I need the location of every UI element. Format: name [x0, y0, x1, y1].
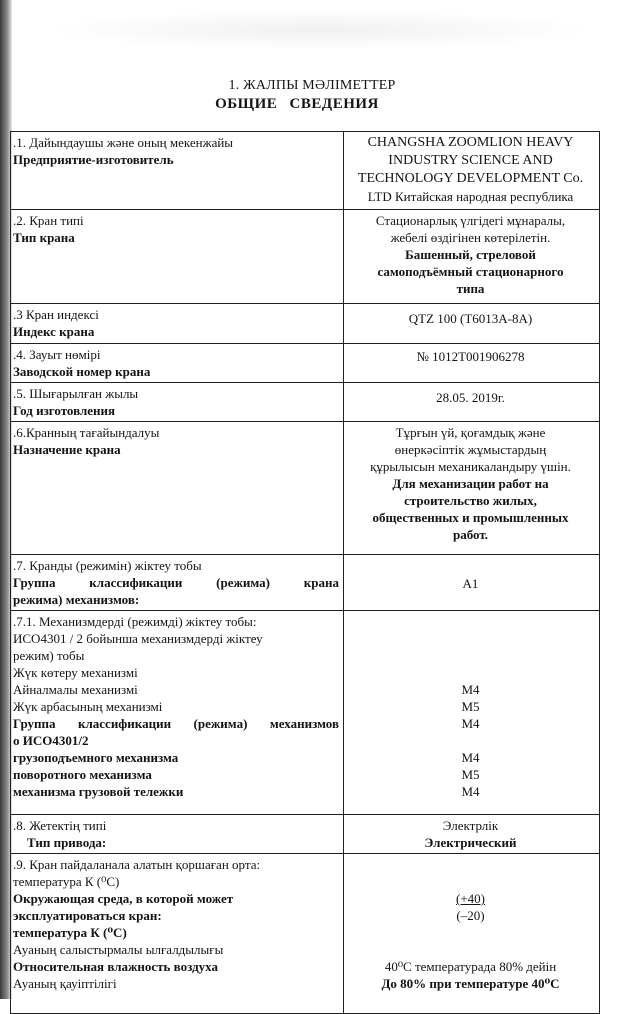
serial-number-value: № 1012T001906278	[344, 344, 600, 383]
table-row	[11, 132, 600, 210]
humidity-ru: До 80% при температуре 40⁰С	[381, 976, 560, 991]
temperature-max: (+40)	[456, 891, 485, 906]
classification-group-value: А1	[344, 555, 600, 611]
manufacturer-value: CHANGSHA ZOOMLION HEAVY INDUSTRY SCIENCE AND TECHNOLOGY DEVELOPMENT Co. LTD Китайская народная республика	[344, 132, 600, 210]
table-row	[11, 555, 600, 611]
purpose-value: Тұрғын үй, қоғамдық және өнеркәсіптік жұмыстардың құрылысын механикаландыру үшін. Для механизации работ на строительство жилых, общественных и промышленных работ.	[344, 422, 600, 555]
crane-index-value: QTZ 100 (T6013A-8A)	[344, 304, 600, 344]
manufacture-year-value: 28.05. 2019г.	[344, 383, 600, 422]
mechanisms-label: .7.1. Механизмдерді (режимді) жіктеу тобы: ИСО4301 / 2 бойынша механизмдерді жіктеу режим) тобы Жүк көтеру механизмі Айналмалы механизмі Жүк арбасының механизмі Группа классификации (режима) механизмов о ИСО4301/2 грузоподъемного механизма поворотного механизма механизма грузовой тележки	[11, 611, 344, 815]
table-row	[11, 383, 600, 422]
trolley-mode-kz: М4	[461, 716, 480, 731]
hoist-mode-ru: М4	[461, 750, 480, 765]
crane-type-value: Стационарлық үлгідегі мұнаралы, жебелі өздігінен көтерілетін. Башенный, стреловой самоподъёмный стационарного типа	[344, 210, 600, 304]
purpose-label: .6.Кранның тағайындалуы Назначение крана	[11, 422, 344, 555]
manufacture-year-label: .5. Шығарылған жылы Год изготовления	[11, 383, 344, 422]
humidity-kz: 40⁰С температурада 80% дейін	[384, 959, 557, 974]
environment-label: .9. Кран пайдаланала алатын қоршаған орта: температура К (⁰С) Окружающая среда, в которой может эксплуатироваться кран: температура К (⁰С) Ауаның салыстырмалы ылғалдылығы Относительная влажность воздуха Ауаның қауіптілігі	[11, 854, 344, 1014]
crane-type-label: .2. Кран типі Тип крана	[11, 210, 344, 304]
slew-mode-ru: М5	[461, 767, 480, 782]
drive-type-label: .8. Жетектің типі Тип привода:	[11, 815, 344, 854]
table-row	[11, 611, 600, 815]
hoist-mode-kz: М4	[461, 682, 480, 697]
environment-value	[344, 854, 600, 1014]
table-row	[11, 344, 600, 383]
drive-type-value: Электрлік Электрический	[344, 815, 600, 854]
scan-smudge	[40, 10, 600, 50]
slew-mode-kz: М5	[461, 699, 480, 714]
classification-group-label: .7. Кранды (режимін) жіктеу тобы Группа классификации (режима) крана режима) механизмов:	[11, 555, 344, 611]
table-row	[11, 304, 600, 344]
mechanisms-value	[344, 611, 600, 815]
manufacturer-label: .1. Дайындаушы және оның мекенжайы Предприятие-изготовитель	[11, 132, 344, 210]
section-title-ru: ОБЩИЕ СВЕДЕНИЯ	[215, 96, 379, 112]
serial-number-label: .4. Зауыт нөмірі Заводской номер крана	[11, 344, 344, 383]
table-row	[11, 815, 600, 854]
section-title-kz: 1. ЖАЛПЫ МӘЛІМЕТТЕР	[228, 78, 396, 93]
table-row	[11, 210, 600, 304]
table-row	[11, 422, 600, 555]
crane-spec-table	[10, 131, 600, 1014]
temperature-min: (–20)	[456, 908, 485, 923]
table-row	[11, 854, 600, 1014]
crane-index-label: .3 Кран индексі Индекс крана	[11, 304, 344, 344]
trolley-mode-ru: М4	[461, 784, 480, 799]
